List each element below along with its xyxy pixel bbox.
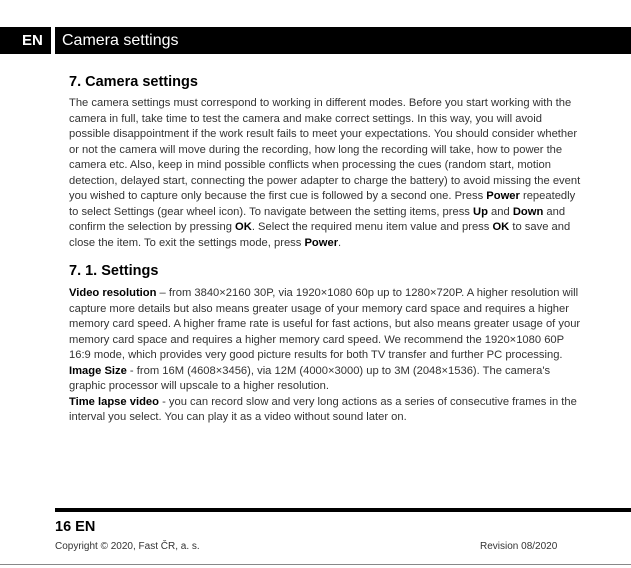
text-run: and bbox=[487, 205, 513, 218]
image-size-label: Image Size bbox=[69, 364, 127, 377]
language-tab: EN bbox=[0, 27, 51, 54]
image-size-text: - from 16M (4608×3456), via 12M (4000×3000) up to 3M (2048×1536). The camera's graphic processor will upscale to a higher resolution. bbox=[69, 364, 551, 392]
revision-text: Revision 08/2020 bbox=[480, 541, 558, 552]
text-run: . Select the required menu item value and press bbox=[251, 221, 493, 233]
intro-paragraph bbox=[69, 96, 584, 251]
ok-key: OK bbox=[235, 221, 252, 233]
copyright-text: Copyright © 2020, Fast ČR, a. s. bbox=[55, 541, 200, 552]
page-edge bbox=[0, 564, 631, 565]
power-key: Power bbox=[486, 190, 520, 202]
text-run: and confirm the selection by pressing bbox=[69, 205, 566, 233]
settings-paragraph bbox=[69, 286, 584, 426]
ok-key: OK bbox=[492, 221, 510, 233]
power-key: Power bbox=[304, 236, 339, 249]
time-lapse-text: - you can record slow and very long actions as a series of consecutive frames in the interval you select. You can play it as a video without sound later on. bbox=[69, 395, 577, 423]
up-key: Up bbox=[473, 205, 488, 218]
page-number: 16 EN bbox=[55, 519, 96, 535]
page-content bbox=[69, 72, 584, 426]
video-resolution-label: Video resolution bbox=[69, 287, 157, 299]
text-run: The camera settings must correspond to working in different modes. Before you start working with the camera in full, take time to test the camera and make correct settings. In this way, you will avoid possible disappointment if the work result fails to meet your expectations. You should consider whether or not the camera will move during the recording, how long the recording will take, how to power the camera etc. Also, keep in mind possible conflicts when processing the cues (random start, motion detection, delayed start, connecting the power adapter to charge the battery) to avoid missing the event you wished to capture only because the first cue is followed by a second one. Press bbox=[69, 97, 581, 202]
subsection-heading: 7. 1. Settings bbox=[69, 263, 159, 279]
page-header bbox=[0, 27, 631, 54]
time-lapse-label: Time lapse video bbox=[69, 395, 159, 408]
section-heading: 7. Camera settings bbox=[69, 74, 198, 90]
down-key: Down bbox=[512, 205, 544, 218]
text-run: to save and close the item. To exit the settings mode, press bbox=[69, 221, 571, 249]
chapter-title: Camera settings bbox=[55, 27, 631, 54]
text-run: . bbox=[338, 236, 342, 249]
video-resolution-text: – from 3840×2160 30P, via 1920×1080 60p up to 1280×720P. A higher resolution will capture more details but also means greater usage of your memory card space and requires a higher memory card speed. A higher frame rate is useful for fast actions, but also means greater usage of your memory card space and requires a higher memory card speed. We recommend the 1920×1080 60P 16:9 mode, which provides very good picture results for both TV transfer and further PC processing. bbox=[69, 287, 581, 361]
text-run: repeatedly to select Settings (gear wheel icon). To navigate between the setting items, press bbox=[69, 190, 576, 218]
footer-divider bbox=[55, 508, 631, 512]
